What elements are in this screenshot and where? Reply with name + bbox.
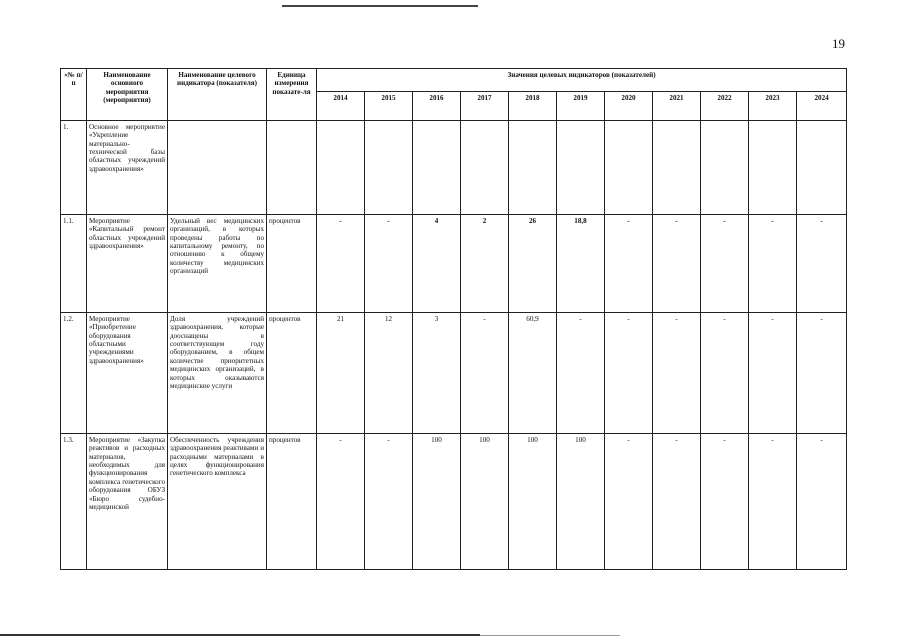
top-rule — [282, 5, 478, 7]
year-2017: 2017 — [461, 92, 509, 121]
value-cell: 3 — [413, 313, 461, 434]
value-cell — [701, 121, 749, 215]
value-cell: - — [557, 313, 605, 434]
value-cell: - — [749, 434, 797, 570]
value-cell: - — [605, 215, 653, 313]
value-cell: 12 — [365, 313, 413, 434]
value-cell: - — [365, 215, 413, 313]
row-unit: процентов — [267, 313, 317, 434]
row-num: 1. — [61, 121, 87, 215]
year-2015: 2015 — [365, 92, 413, 121]
row-indicator — [168, 121, 267, 215]
value-cell — [317, 121, 365, 215]
year-2023: 2023 — [749, 92, 797, 121]
value-cell: - — [317, 434, 365, 570]
row-measure: Мероприятие «Капитальный ремонт областных учреждений здравоохранения» — [87, 215, 168, 313]
year-2014: 2014 — [317, 92, 365, 121]
year-2019: 2019 — [557, 92, 605, 121]
value-cell — [461, 121, 509, 215]
bottom-rule — [0, 634, 480, 636]
row-indicator: Доля учреждений здравоохранения, которые дооснащены в соответствующем году оборудованием, в общем количестве приоритетных медицинских организаций, в которых оказываются медицинские услуги — [168, 313, 267, 434]
value-cell: - — [749, 215, 797, 313]
value-cell: - — [797, 434, 847, 570]
value-cell: - — [701, 215, 749, 313]
value-cell: 18,8 — [557, 215, 605, 313]
table-row — [61, 121, 847, 215]
table-row — [61, 313, 847, 434]
value-cell: - — [701, 434, 749, 570]
value-cell — [797, 121, 847, 215]
row-measure: Мероприятие «Закупка реактивов и расходных материалов, необходимых для функционирования комплекса генетического оборудования ОБУЗ «Бюро судебно-медицинской — [87, 434, 168, 570]
value-cell: 60,9 — [509, 313, 557, 434]
year-2020: 2020 — [605, 92, 653, 121]
value-cell: - — [653, 434, 701, 570]
value-cell — [413, 121, 461, 215]
year-2024: 2024 — [797, 92, 847, 121]
table-row — [61, 434, 847, 570]
header-unit: Единица измерения показате-ля — [267, 69, 317, 121]
row-measure: Основное мероприятие «Укрепление материально-технической базы областных учреждений здравоохранения» — [87, 121, 168, 215]
value-cell: 2 — [461, 215, 509, 313]
value-cell — [605, 121, 653, 215]
value-cell: - — [653, 215, 701, 313]
value-cell: - — [653, 313, 701, 434]
bottom-rule-faint — [480, 635, 620, 636]
year-2021: 2021 — [653, 92, 701, 121]
header-indicator: Наименование целевого индикатора (показателя) — [168, 69, 267, 121]
row-indicator: Удельный вес медицинских организаций, в которых проведены работы по капитальному ремонту, по отношению к общему количеству медицинских организаций — [168, 215, 267, 313]
year-2018: 2018 — [509, 92, 557, 121]
value-cell — [509, 121, 557, 215]
row-num: 1.3. — [61, 434, 87, 570]
value-cell: - — [797, 313, 847, 434]
value-cell: 21 — [317, 313, 365, 434]
value-cell: - — [605, 434, 653, 570]
header-row — [61, 69, 847, 92]
row-unit — [267, 121, 317, 215]
value-cell: 4 — [413, 215, 461, 313]
value-cell: - — [605, 313, 653, 434]
value-cell — [653, 121, 701, 215]
header-measure: Наименование основного мероприятия (мероприятия) — [87, 69, 168, 121]
value-cell: 100 — [413, 434, 461, 570]
value-cell: - — [701, 313, 749, 434]
header-values: Значения целевых индикаторов (показателей) — [317, 69, 847, 92]
value-cell — [749, 121, 797, 215]
value-cell: - — [749, 313, 797, 434]
value-cell: 100 — [557, 434, 605, 570]
page-number: 19 — [832, 36, 845, 51]
value-cell: - — [797, 215, 847, 313]
row-indicator: Обеспеченность учреждения здравоохранения реактивами и расходными материалами в целях функционирования генетического комплекса — [168, 434, 267, 570]
value-cell: - — [461, 313, 509, 434]
row-unit: процентов — [267, 215, 317, 313]
year-2022: 2022 — [701, 92, 749, 121]
value-cell: 26 — [509, 215, 557, 313]
row-num: 1.2. — [61, 313, 87, 434]
year-2016: 2016 — [413, 92, 461, 121]
value-cell — [557, 121, 605, 215]
table-row — [61, 215, 847, 313]
row-unit: процентов — [267, 434, 317, 570]
row-measure: Мероприятие «Приобретение оборудования областными учреждениями здравоохранения» — [87, 313, 168, 434]
value-cell: - — [317, 215, 365, 313]
value-cell: 100 — [509, 434, 557, 570]
indicators-table — [60, 68, 847, 570]
value-cell — [365, 121, 413, 215]
header-num: «№ п/п — [61, 69, 87, 121]
row-num: 1.1. — [61, 215, 87, 313]
value-cell: - — [365, 434, 413, 570]
value-cell: 100 — [461, 434, 509, 570]
